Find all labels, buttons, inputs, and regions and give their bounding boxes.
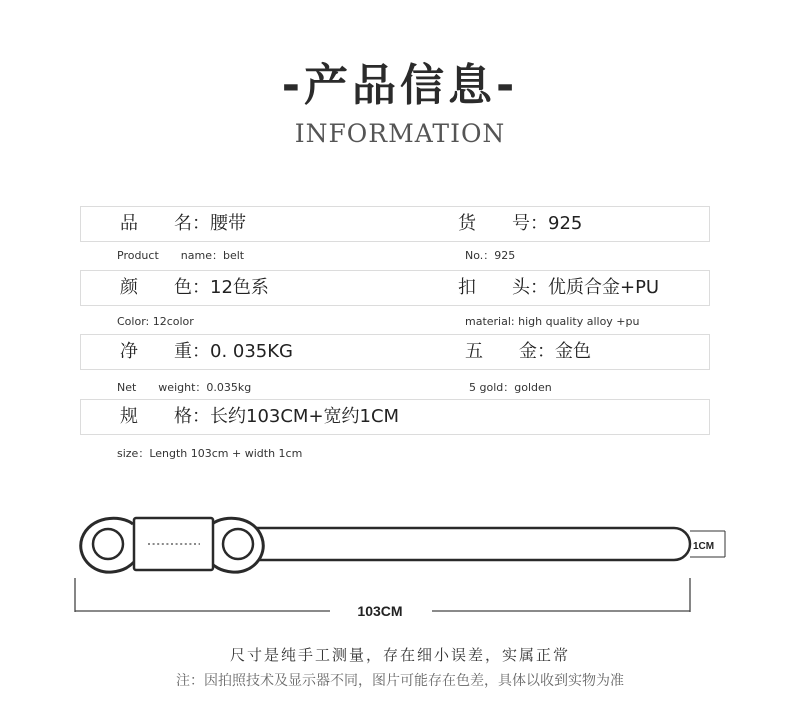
spec-color-en: Color: 12color xyxy=(117,315,194,328)
buckle-left-loop xyxy=(81,518,134,572)
spec-name-cn: 品 名：腰带 xyxy=(120,213,246,234)
spec-number-cn: 货 号：925 xyxy=(458,213,583,234)
spec-buckle-cn: 扣 头：优质合金+PU xyxy=(458,277,660,298)
color-disclaimer: 注：因拍照技术及显示器不同，图片可能存在色差，具体以收到实物为准 xyxy=(176,673,624,689)
page-title: -产品信息- xyxy=(281,60,519,111)
buckle-plate xyxy=(134,518,213,570)
width-label: 1CM xyxy=(693,541,715,552)
measurement-note: 尺寸是纯手工测量，存在细小误差，实属正常 xyxy=(229,646,570,664)
spec-color-cn: 颜 色：12色系 xyxy=(120,277,269,298)
length-label: 103CM xyxy=(357,603,403,619)
spec-size-en: size：Length 103cm + width 1cm xyxy=(117,447,303,460)
spec-weight-cn: 净 重：0. 035KG xyxy=(120,341,294,362)
spec-hardware-en: 5 gold：golden xyxy=(469,381,552,394)
spec-number-en: No.：925 xyxy=(465,249,516,262)
spec-weight-en: Net weight：0.035kg xyxy=(117,381,252,394)
spec-hardware-cn: 五 金：金色 xyxy=(465,341,591,362)
buckle-right-loop xyxy=(210,518,263,572)
spec-buckle-en: material: high quality alloy +pu xyxy=(465,315,640,328)
spec-name-en: Product name：belt xyxy=(117,249,245,262)
spec-size-cn: 规 格：长约103CM+宽约1CM xyxy=(120,406,400,427)
page-subtitle: INFORMATION xyxy=(294,119,506,148)
